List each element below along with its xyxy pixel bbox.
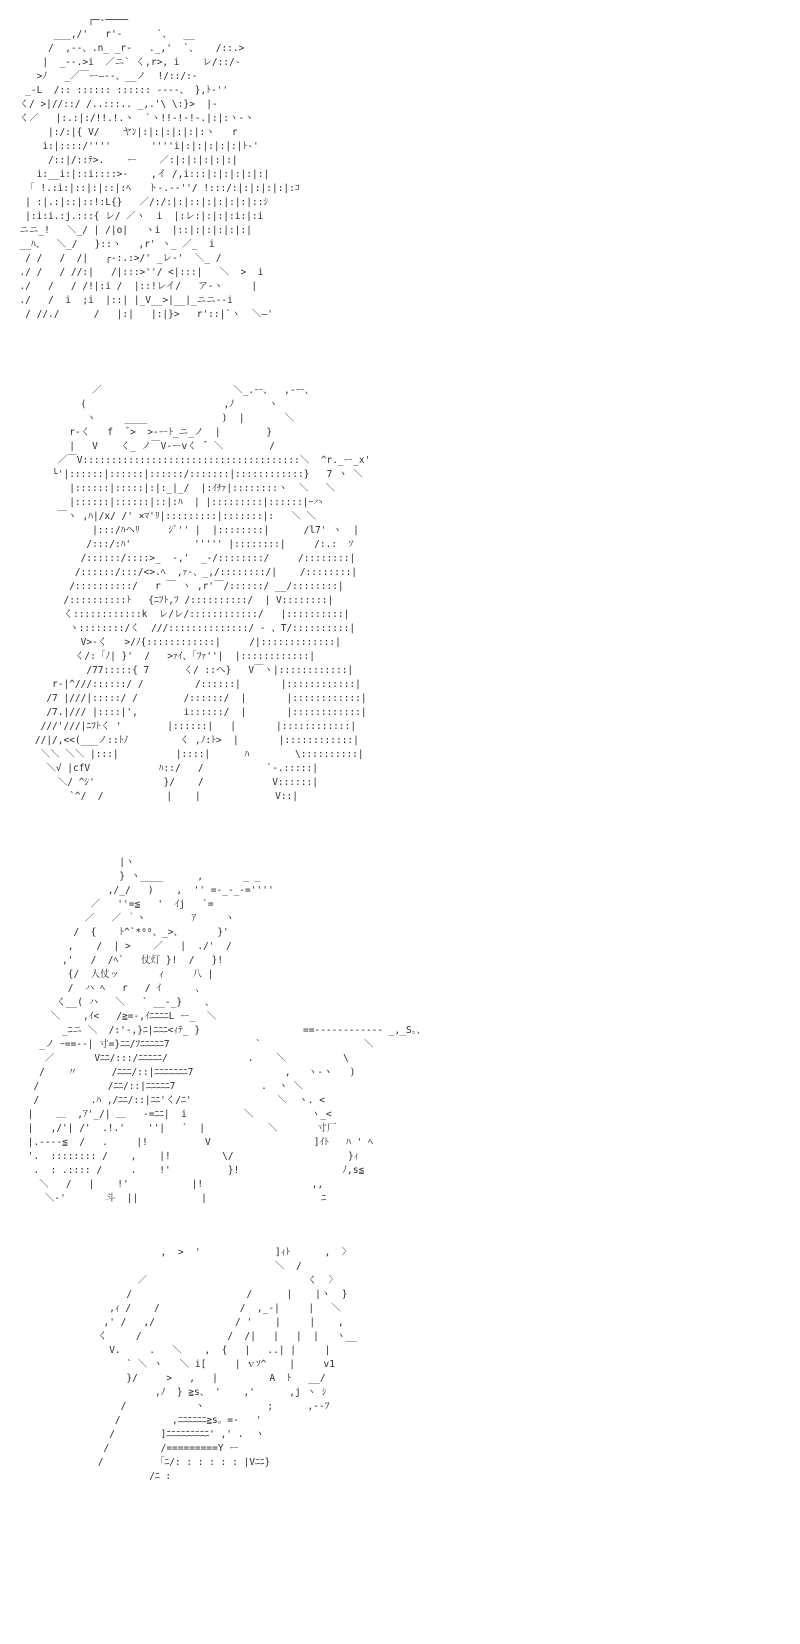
ascii-art-figure-2: ／ ＼_.ー、 ,-ー、 ( ,ﾉ ヽ ヽ ____ ) | ＼ r-く f ̄ > >-ーﾄ_ニ_ノ | } | V く_ ノ￣V-ーvく ̄ ＼ / ／￣V::::::::::::::::::::::::::::::::::::::＼ ^r._ー_x' └'|::::::|::::::|::::::/:::::::|::::::::::::} 7 ヽ ＼ |::::::|:::::|:|:_|_/ |:ｲﾁｧ|::::::::ヽ ＼ ＼ |::::::|::::::|::|:ﾊ | |:::::::::|::::::|ｰハ ￣ヽ ,ﾊ|/x/ /' ×ﾏ'ﾘ|:::::::::|:::::::|: ＼ ＼ |:::/ﾊヘﾘ ｼﾞ'' | |::::::::| /l7' ヽ | /:::/:ﾊ' ''''' |::::::::| /:.: ｿ /::::::/::::>_ -,' _-/::::::::/ /::::::::| /::::::/:::/<>.ﾍ ,ｧ-、_,/::::::::/| /::::::::| /::::::::::/ r ￣ ヽ ,r'￣/::::::/ __/::::::::| /::::::::::ﾄ {ﾆﾌﾄ,ﾌ /::::::::::/ | V::::::::| く::::::::::::k レ/レ/::::::::::::/ |::::::::::| ヽ::::::::/く ///::::::::::::::/ - 、T/::::::::::| V>-く >/ﾉ{::::::::::::| /|:::::::::::::| く/:「ﾉ| }' / >ｧｲ、「ﾌｧ''| |::::::::::::| /77:::::{ 7 く/ ::へ} V￣ヽ|::::::::::::| r-|^///::::::/ / /::::::| |::::::::::::| /7 |///|:::::/ / /::::::/ | |::::::::::::| /7.|/// |::::|', i::::::/ | |::::::::::::| ///'///|ﾆﾌﾄく ' |::::::| | |::::::::::::| //|/,<<(___ノ::ﾄﾉ く ,ﾉ:ﾄ> | |::::::::::::| ＼＼ ＼＼ |:::| |::::| ﾊ \::::::::::| ＼√ |cfV ﾊ::/ / `-.:::::| ＼/ ^ｼ' }/ / V::::::| `^/ / | | V::| <box>34 385 371 802</box>
ascii-art-figure-3: |ヽ } ヽ____ , _ _ ,/_/ ) , '' =-_-_-='''' ／ ''=≦ ' ｲj `= ／ ／ ｀ヽ ｱ ヽ / { ﾄ^`*⁰⁰、_>、 }' , / | > ／ | ./' / ,' / /ﾍ` 仗灯 }! / }! {/ 人仗ッ ｨ 八 | / ハ ﾍ r / ｲ 、 く__( ハ ＼ ` __-_} 、 ＼ ,ｲ< /≧=-,ｲﾆﾆﾆﾆL ー_ ＼ _ﾆニ ＼ /:'-,}ﾆ|ﾆﾆﾆ<ｨﾃ_ } ==------------ _,_S。、 _ノ ｰ==--| 寸=}ﾆﾆ/ﾌﾆﾆﾆﾆﾆ7 ` ＼ ／ Vﾆﾆ/:::/ﾆﾆﾆﾆﾆ/ . ＼ \ / 〃 /ﾆﾆﾆ/::|ﾆﾆﾆﾆﾆﾆﾆ7 , ヽ-ヽ ) / /ﾆﾆ/::|ﾆﾆﾆﾆﾆ7 . ヽ ＼ / .ﾊ ,/ﾆﾆ/::|ﾆﾆ'く/ﾆ' ＼ ヽ. < | ＿ ,ｱ'_/| ＿ -=ﾆﾆ| i ＼ ヽ_< | ,/'| /' .!.' ''| ` | ＼ 寸厂 |.----≦ / . |! V ]ｲﾄ ﾊ ' ﾍ '. :::::::: / , |! \/ }ｨ . : .:::: / . !' }! ﾉ,s≦ ＼ / | !' |! ,, ＼-' 斗 || | ﾆ <box>27 857 426 1204</box>
ascii-art-figure-1: ┌─-──── ___,/' r'- `、 __ / ,--、.n_ _r- ._,' `、 /::.> | _--.>i ／ニ` く,r>, i レ/::/- >ﾉ _／￣ー―--、__ノ !/::/:- _-L /:: :::::: :::::: ----、 },ﾄ-'' く/ >|//::/ /..:::.. _,.'\ \:}> |- く／ |:.:|:/!!.!.ヽ `ヽ!!-!-!-.|:|:ヽ-ヽ |:/:|{ V/ ヤﾝ|:|:|:|:|:|:ヽ r i:|::::/'''' ''''i|:|:|:|:|:|ﾄ-' /::|/::ﾃ>. ー ／:|:|:|:|:|:| i:__i:|::i::::>- ,イ /,i:::|:|:|:|:|:| 「 !.:i:|::|:|::|:ﾍ ト-.--''/ !:::/:|:|:|:|:|:ｺ | :|.:|::|::!:L{} ／/:/:|:|::|:|:|:|:|::ｼ |:i:i.:j.:::{ レ/ ／ヽ i |:レ:|:|:|:i:|:i ニニ_! ＼_/ | /|o| ヽi |::|:|:|:|:|:| __ﾊ、 ＼_/ }::ヽ ,r' ヽ_ ／_ i / / / /| ┌-:.:>/' _レ-' ＼_ / ./ / / //:| /|:::>''/ <|:::| ＼ > i ./ / / /!|:i / |::!レイ/ ア-ヽ | ./ / i ;i |::| |_V__>|__|_ニニ--i / //./ / |:| |:|}> r'::|`ヽ ＼―' <box>19 15 300 320</box>
ascii-art-figure-4: , > ' ]ｨﾄ , 〉 ＼ / ／ く 〉 / / | |ヽ } ,ｨ / / / ,_-| | ＼ ,' / ,/ / ' | | , く / / /| | | | ヽ__ V. . ＼ , { | ..| | | ` ＼ ヽ ＼ i[ | ｖｿ^ | v1 }/ > , | A ﾄ __/ ,ﾉ } ≧s、 ' ,' ,j ヽ ｼ / ヽ ; ,--ﾌ / ,ﾆﾆﾆﾆﾆﾆ≧s。=- ' / ]ﾆﾆﾆﾆﾆﾆﾆﾆﾆ' ,' . ヽ / /=========Y ー / 「ﾆ/: : : : : : |Vﾆﾆ} /ﾆ : <box>97 1247 357 1482</box>
